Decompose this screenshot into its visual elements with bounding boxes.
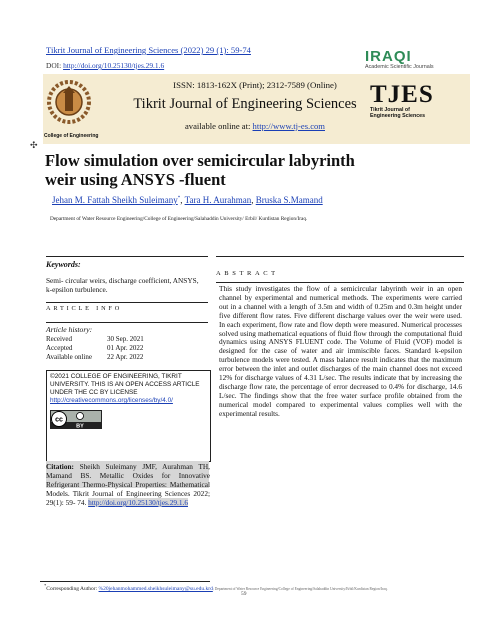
iraqi-logo[interactable] [365, 48, 465, 70]
corresponding-affiliation: ; Department of Water Resource Engineering/College of Engineering/Salahaddin University/Erbil/Kurdistan Region/Iraq. [212, 586, 388, 591]
date-value: 22 Apr. 2022 [107, 353, 144, 361]
doi-label: DOI: [46, 61, 62, 70]
footnote-rule [40, 581, 210, 582]
author-sep: , [251, 195, 256, 205]
article-history-heading: Article history: [46, 325, 93, 334]
college-label: College of Engineering [44, 133, 99, 139]
tjes-logo-sub1: Tikrit Journal of [370, 107, 410, 113]
affiliation: Department of Water Resource Engineering/College of Engineering/Salahaddin University/ Erbil/ Kurdistan Region/Iraq. [50, 216, 308, 222]
move-anchor-icon[interactable]: ✣ [30, 140, 38, 150]
date-key: Accepted [46, 344, 73, 352]
journal-url-link[interactable]: http://www.tj-es.com [252, 121, 325, 131]
journal-title: Tikrit Journal of Engineering Sciences [133, 96, 357, 112]
iraqi-logo-subtitle: Academic Scientific Journals [365, 64, 434, 70]
abstract-body: This study investigates the flow of a semicircular labyrinth weir in an open channel by experimental and numerical methods. The experiments were carried out in a channel with a length of 3.5m and width of 0.25m and 0.3m height under five different flow rates. Five different discharge values over the weir were used. In each experiment, flow rate and flow depth were measured. Numerical processes solved using mathematical equations of fluid flow through the computational fluid dynamics using ANSYS FLUENT code. The Volume of Fluid (VOF) model is designed for the case of water and air immiscible faces. Standard k-epsilon turbulence models were tested. A mass balance result indicates that the maximum error between the inlet and outlet discharges of the main channel does not exceed 12% for discharge values of 4.31 L/sec. The results indicate that by increasing the discharge flow rate, the percentage of error decreased to 0.4% for discharge, 14.6 L/sec. The findings show that the free water surface profile obtained from the numerical model compared to experimental values complies well with the experimental results. [219, 284, 462, 418]
citation-label: Citation: [46, 462, 74, 471]
date-value: 01 Apr. 2022 [107, 344, 144, 352]
citation-text: Sheikh Suleimany JMF, Aurahman TH, Mamand BS. Metallic Oxides for Innovative Refrigerant Thermo-Physical Properties: Mathematical Models. Tikrit Journal of Engineering Sciences 2022; 29(1): 59- 74. [46, 462, 210, 507]
journal-citation-link[interactable]: Tikrit Journal of Engineering Sciences (2022) 29 (1): 59-74 [46, 45, 251, 55]
date-row [46, 335, 216, 344]
doi-line [46, 61, 164, 70]
corresponding-author-note [44, 583, 474, 592]
author-sup: * [177, 196, 181, 201]
license-statement: ©2021 COLLEGE OF ENGINEERING, TIKRIT UNIVERSITY. THIS IS AN OPEN ACCESS ARTICLE UNDER THE CC BY LICENSE [50, 373, 200, 396]
author-sep: , [180, 195, 185, 205]
corresponding-label: Corresponding Author: [46, 585, 99, 592]
divider [216, 256, 464, 257]
date-key: Received [46, 335, 73, 343]
cc-by-license-icon[interactable] [50, 410, 102, 429]
tjes-logo-text: TJES [370, 81, 434, 108]
available-online [130, 121, 380, 131]
title-line-1: Flow simulation over semicircular labyrinth [45, 151, 355, 170]
available-label: available online at: [184, 121, 253, 131]
license-text [50, 373, 208, 405]
title-line-2: weir using ANSYS -fluent [45, 170, 226, 189]
doi-link[interactable]: http://doi.org/10.25130/tjes.29.1.6 [63, 61, 165, 70]
cc-by-text: BY [76, 423, 84, 429]
article-dates [46, 335, 216, 362]
license-url-link[interactable]: http://creativecommons.org/licenses/by/4.0/ [50, 397, 173, 404]
date-row [46, 344, 216, 353]
citation-block [46, 462, 210, 507]
cc-logo-text: cc [55, 416, 63, 424]
author-link[interactable]: Bruska S.Mamand [255, 195, 323, 205]
tjes-logo-sub2: Engineering Sciences [370, 113, 426, 119]
divider [46, 256, 208, 257]
date-value: 30 Sep. 2021 [107, 335, 144, 343]
keywords-heading: Keywords: [46, 260, 81, 269]
college-logo-icon [44, 74, 94, 136]
abstract-heading: ABSTRACT [216, 270, 279, 277]
keywords-text: Semi- circular weirs, discharge coefficient, ANSYS, k-epsilon turbulence. [46, 276, 199, 294]
article-title [45, 151, 445, 189]
article-info-heading: ARTICLE INFO [46, 305, 123, 312]
date-row [46, 353, 216, 362]
footnote-sup: * [44, 583, 47, 588]
citation-doi-link[interactable]: http://doi.org/10.25130/tjes.29.1.6 [88, 498, 188, 507]
tjes-logo [370, 82, 465, 119]
divider [216, 282, 464, 283]
page-number: 59 [241, 591, 247, 597]
date-key: Available online [46, 353, 92, 361]
issn-text: ISSN: 1813-162X (Print); 2312-7589 (Online) [173, 80, 337, 90]
author-link[interactable]: Tara H. Aurahman [184, 195, 252, 205]
author-email-link[interactable]: %20jehanmohammed.sheikhsuleimany@su.edu.krd [98, 585, 213, 592]
divider [46, 322, 208, 323]
author-list [52, 195, 472, 205]
author-link[interactable]: Jehan M. Fattah Sheikh Suleimany [52, 195, 178, 205]
divider [46, 302, 208, 303]
iraqi-logo-text: IRAQI [365, 48, 412, 65]
